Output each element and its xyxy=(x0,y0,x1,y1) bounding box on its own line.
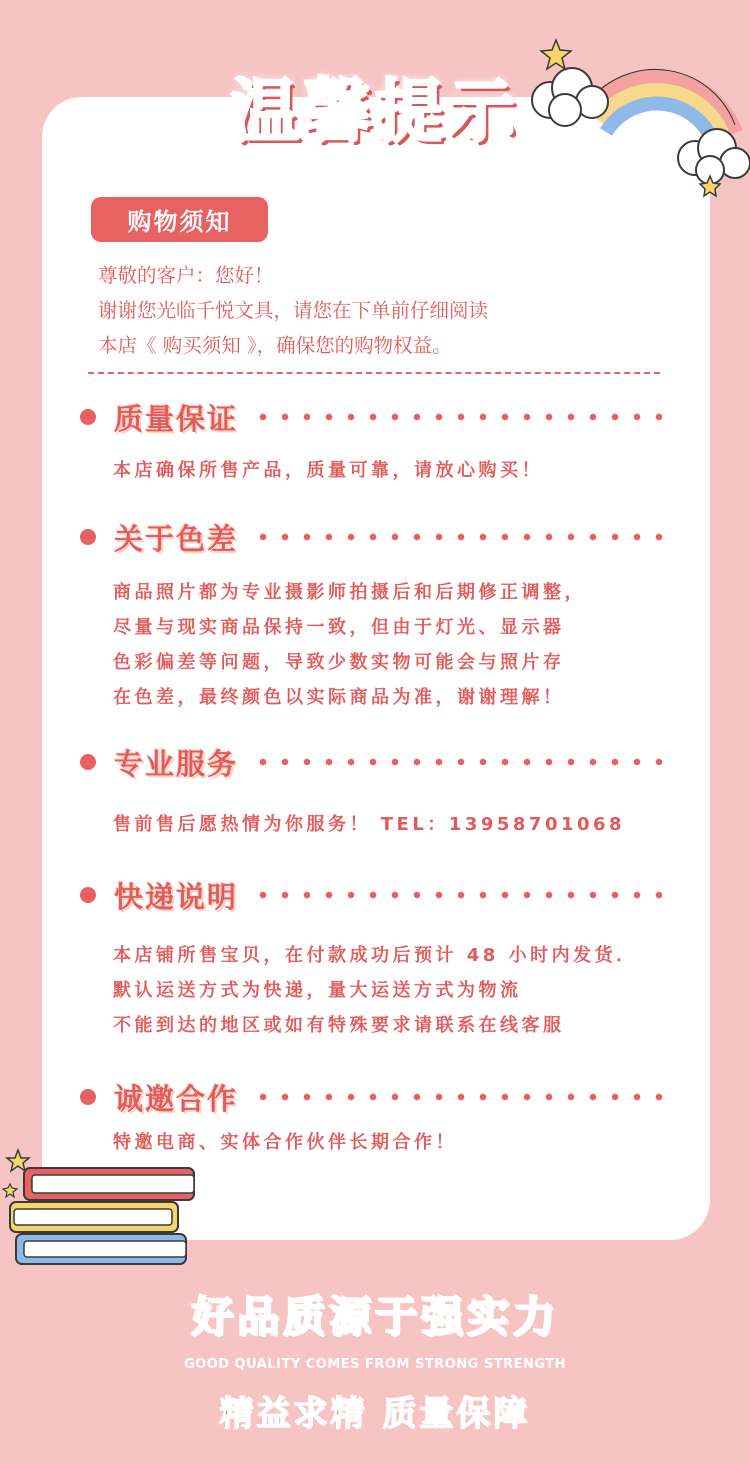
dotted-line xyxy=(252,757,674,767)
section-line: 默认运送方式为快递，量大运送方式为物流 xyxy=(113,980,522,1001)
section-title: 诚邀合作 xyxy=(114,1081,239,1116)
intro-line: 尊敬的客户：您好！ xyxy=(98,264,274,287)
dotted-line xyxy=(252,532,674,542)
section-line: 售前售后愿热情为你服务！ TEL：13958701068 xyxy=(113,814,626,835)
bullet-icon xyxy=(80,754,96,770)
dotted-line xyxy=(252,890,674,900)
section-body xyxy=(113,453,543,488)
section-title: 快递说明 xyxy=(114,879,239,914)
footer-subtitle: 精益求精 质量保障 xyxy=(219,1394,531,1434)
dashed-divider xyxy=(88,372,660,374)
footer-slogan: 好品质源于强实力 xyxy=(190,1292,559,1341)
section-body xyxy=(113,938,638,1043)
section-body xyxy=(113,807,625,842)
section-title: 关于色差 xyxy=(114,521,239,556)
section-service xyxy=(80,742,680,782)
section-line: 尽量与现实商品保持一致，但由于灯光、显示器 xyxy=(113,617,565,638)
intro-line: 谢谢您光临千悦文具，请您在下单前仔细阅读 xyxy=(98,299,489,322)
star-icon xyxy=(3,1184,17,1197)
section-color-diff xyxy=(80,517,680,557)
bullet-icon xyxy=(80,1089,96,1105)
section-line: 本店铺所售宝贝，在付款成功后预计 48 小时内发货． xyxy=(113,945,638,966)
section-line: 在色差，最终颜色以实际商品为准，谢谢理解！ xyxy=(113,687,565,708)
dotted-line xyxy=(252,1092,674,1102)
section-title: 质量保证 xyxy=(114,401,239,436)
section-cooperation xyxy=(80,1077,680,1117)
intro-line: 本店《 购买须知 》，确保您的购物权益。 xyxy=(98,334,452,357)
section-line: 色彩偏差等问题，导致少数实物可能会与照片存 xyxy=(113,652,565,673)
section-line: 不能到达的地区或如有特殊要求请联系在线客服 xyxy=(113,1015,565,1036)
section-body xyxy=(113,575,586,715)
bullet-icon xyxy=(80,529,96,545)
section-quality xyxy=(80,397,680,437)
section-line: 本店确保所售产品，质量可靠，请放心购买！ xyxy=(113,460,543,481)
bullet-icon xyxy=(80,409,96,425)
page-title: 温馨提示 xyxy=(230,73,519,152)
bullet-icon xyxy=(80,887,96,903)
footer-slogan-en: GOOD QUALITY COMES FROM STRONG STRENGTH xyxy=(183,1357,567,1372)
dotted-line xyxy=(252,412,674,422)
books-stack-icon xyxy=(0,1148,200,1268)
section-line: 特邀电商、实体合作伙伴长期合作！ xyxy=(113,1132,457,1153)
section-line: 商品照片都为专业摄影师拍摄后和后期修正调整， xyxy=(113,582,586,603)
section-shipping xyxy=(80,875,680,915)
notice-badge: 购物须知 xyxy=(91,197,268,242)
intro-text xyxy=(98,258,488,363)
section-title: 专业服务 xyxy=(114,746,239,781)
star-icon xyxy=(7,1150,29,1171)
